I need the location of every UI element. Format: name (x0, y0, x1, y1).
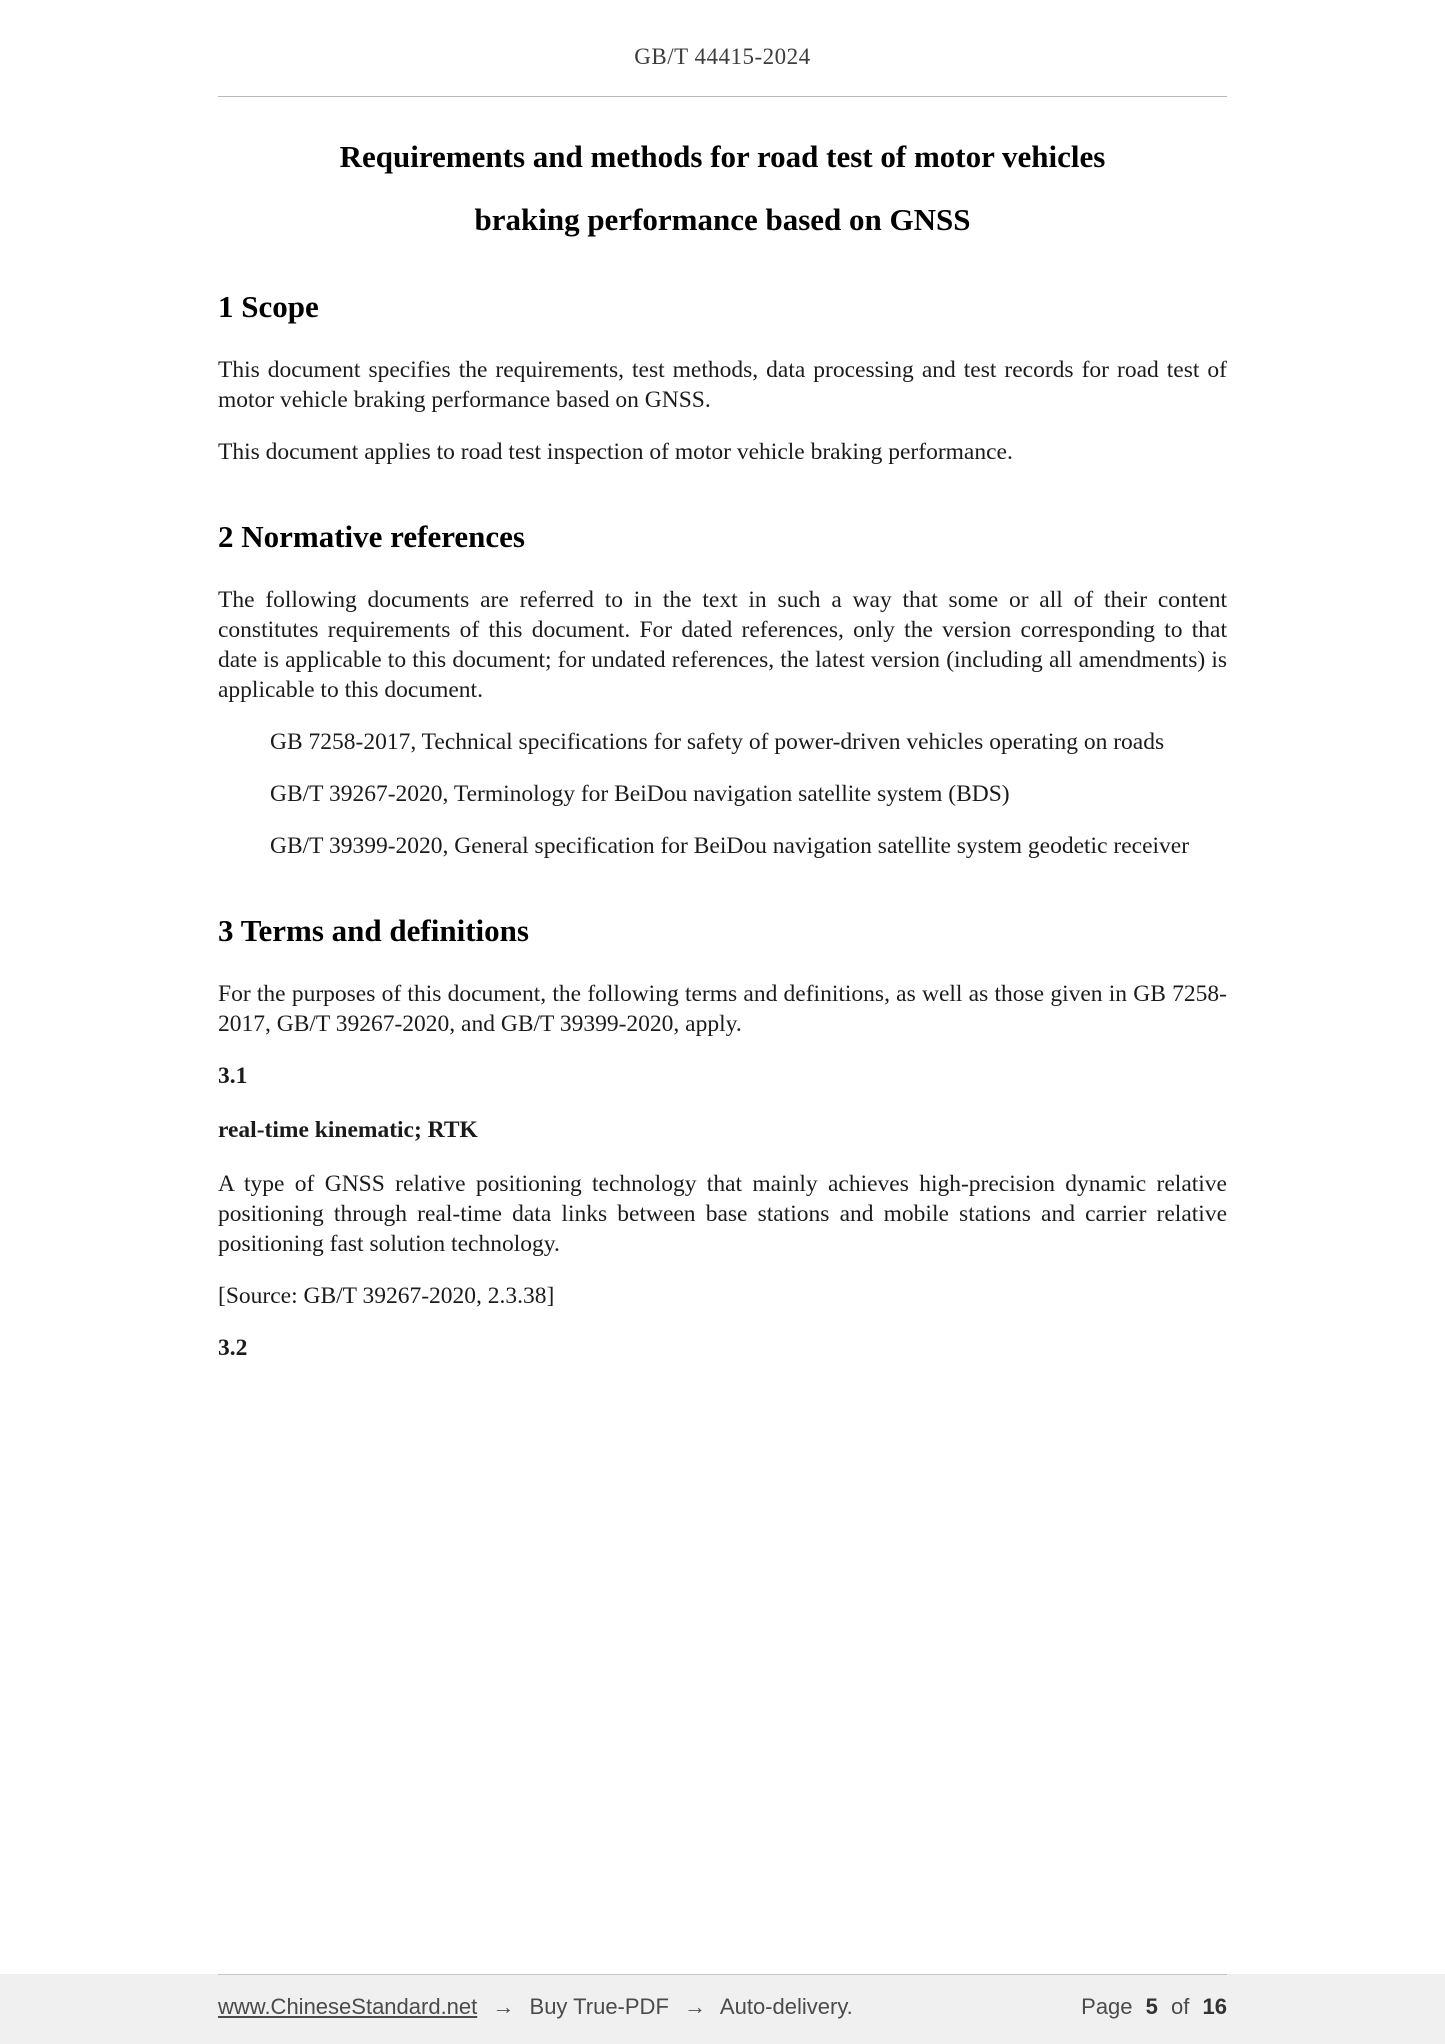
page-of-label: of (1171, 1994, 1190, 2019)
page-indicator (1074, 1994, 1227, 2020)
reference-item-gb-7258-2017: GB 7258-2017, Technical specifications for safety of power-driven vehicles operating on roads (270, 729, 1165, 756)
footer-auto-delivery-text: Auto-delivery. (719, 1994, 853, 2019)
document-content (0, 139, 1445, 1363)
arrow-right-icon: → (492, 1994, 515, 2019)
title-line-1: Requirements and methods for road test of motor vehicles (339, 139, 1106, 174)
chinesestandard-link[interactable]: www.ChineseStandard.net (218, 1994, 478, 2019)
document-number: GB/T 44415-2024 (634, 44, 811, 69)
terms-intro: For the purposes of this document, the following terms and definitions, as well as those given in GB 7258-2017, GB/T 39267-2020, and GB/T 39399-2020, apply. (218, 981, 1227, 1038)
page-label: Page (1081, 1994, 1133, 2019)
term-number-3-1: 3.1 (218, 1063, 248, 1090)
term-name-rtk: real-time kinematic; RTK (218, 1117, 478, 1144)
normative-references-intro: The following documents are referred to in the text in such a way that some or all of their content constitutes requirements of this document. For dated references, only the version corresponding to that date is applicable to this document; for undated references, the latest version (including all amendments) is applicable to this document. (218, 587, 1227, 704)
arrow-right-icon: → (684, 1994, 707, 2019)
scope-paragraph-2: This document applies to road test inspection of motor vehicle braking performance. (218, 439, 1013, 466)
title-line-2: braking performance based on GNSS (474, 201, 971, 237)
page-current-number: 5 (1145, 1994, 1158, 2019)
section-1-scope-heading: 1 Scope (218, 289, 319, 325)
document-title (218, 139, 1227, 237)
footer-divider (218, 1974, 1227, 1975)
section-2-normative-references-heading: 2 Normative references (218, 519, 525, 555)
term-source-citation: [Source: GB/T 39267-2020, 2.3.38] (218, 1283, 555, 1310)
scope-paragraph-1: This document specifies the requirements, test methods, data processing and test records for road test of motor vehicle braking performance based on GNSS. (218, 357, 1227, 414)
footer-buy-truepdf-text: Buy True-PDF (529, 1994, 669, 2019)
header-divider (218, 96, 1227, 97)
footer-promo (218, 1994, 853, 2020)
page-footer (0, 1974, 1445, 2044)
term-definition-rtk: A type of GNSS relative positioning technology that mainly achieves high-precision dynamic relative positioning through real-time data links between base stations and mobile stations and carrier relative positioning fast solution technology. (218, 1171, 1227, 1258)
reference-item-gbt-39399-2020: GB/T 39399-2020, General specification for BeiDou navigation satellite system geodetic receiver (270, 833, 1190, 860)
section-3-terms-heading: 3 Terms and definitions (218, 913, 529, 949)
page-total-number: 16 (1202, 1994, 1227, 2019)
reference-item-gbt-39267-2020: GB/T 39267-2020, Terminology for BeiDou navigation satellite system (BDS) (270, 781, 1010, 808)
term-number-3-2: 3.2 (218, 1335, 248, 1362)
